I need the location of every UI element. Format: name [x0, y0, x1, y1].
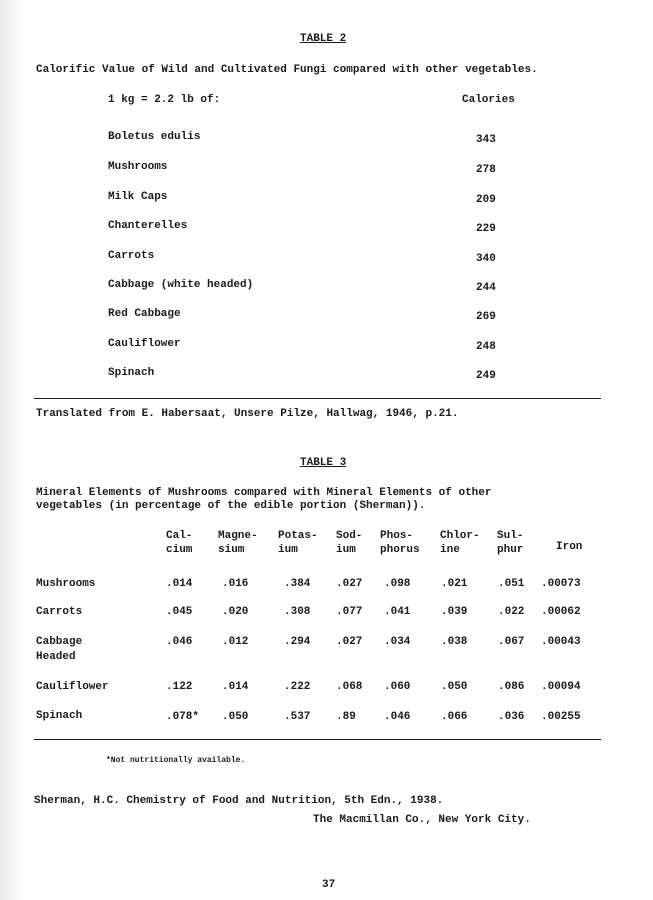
table3-caption-line1: Mineral Elements of Mushrooms compared with Mineral Elements of other — [36, 487, 492, 499]
table3-cell: .067 — [498, 636, 525, 648]
table3-cell: .020 — [222, 606, 249, 618]
column-header: Sul- — [497, 530, 524, 542]
column-header: ium — [278, 544, 298, 556]
column-header: Magne- — [218, 530, 258, 542]
column-header: phorus — [380, 544, 420, 556]
table2-row-name: Spinach — [108, 367, 155, 379]
table3-cell: .294 — [284, 636, 311, 648]
table3-cell: .086 — [498, 681, 525, 693]
table3-cell: .041 — [384, 606, 411, 618]
table2-source: Translated from E. Habersaat, Unsere Pilze, Hallwag, 1946, p.21. — [36, 408, 459, 420]
table3-row-label: Cabbage — [36, 636, 83, 648]
table3-row-label: Spinach — [36, 710, 83, 722]
column-header: Phos- — [380, 530, 414, 542]
table2-row-value: 340 — [476, 253, 496, 265]
table3-cell: .066 — [441, 711, 468, 723]
table3-cell: .078* — [166, 711, 200, 723]
table3-cell: .014 — [166, 578, 193, 590]
table3-cell: .077 — [336, 606, 363, 618]
table3-cell: .046 — [166, 636, 193, 648]
table3-cell: .014 — [222, 681, 249, 693]
table3-cell: .038 — [441, 636, 468, 648]
table3-cell: .021 — [441, 578, 468, 590]
table3-row-label-cont: Headed — [36, 651, 76, 663]
table2-row-value: 244 — [476, 282, 496, 294]
table3-cell: .068 — [336, 681, 363, 693]
table3-cell: .022 — [498, 606, 525, 618]
table3-footnote: *Not nutritionally available. — [106, 756, 246, 765]
table3-cell: .098 — [384, 578, 411, 590]
table2-row-name: Carrots — [108, 250, 155, 262]
table2-row-name: Cauliflower — [108, 338, 181, 350]
table3-cell: .060 — [384, 681, 411, 693]
table2-row-value: 229 — [476, 223, 496, 235]
table2-row-value: 278 — [476, 164, 496, 176]
column-header: Sod- — [336, 530, 363, 542]
column-header: ine — [440, 544, 460, 556]
table3-row-label: Carrots — [36, 606, 83, 618]
table3-cell: .027 — [336, 578, 363, 590]
column-header: Potas- — [278, 530, 318, 542]
table2-row-name: Red Cabbage — [108, 308, 181, 320]
table2-row-value: 343 — [476, 134, 496, 146]
table2-calories-header: Calories — [462, 94, 515, 106]
table3-cell: .308 — [284, 606, 311, 618]
table2-row-value: 249 — [476, 370, 496, 382]
table3-cell: .00062 — [541, 606, 581, 618]
table3-cell: .039 — [441, 606, 468, 618]
table3-cell: .122 — [166, 681, 193, 693]
table3-cell: .051 — [498, 578, 525, 590]
column-header: Cal- — [166, 530, 193, 542]
column-header: Iron — [556, 541, 583, 553]
table2-row-value: 209 — [476, 194, 496, 206]
table2-row-name: Boletus edulis — [108, 131, 201, 143]
table3-cell: .046 — [384, 711, 411, 723]
table3-row-label: Mushrooms — [36, 578, 96, 590]
table3-row-label: Cauliflower — [36, 681, 109, 693]
column-header: cium — [166, 544, 193, 556]
table3-cell: .034 — [384, 636, 411, 648]
table2-row-name: Cabbage (white headed) — [108, 279, 254, 291]
table2-title: TABLE 2 — [300, 33, 347, 45]
column-header: phur — [497, 544, 524, 556]
table3-cell: .045 — [166, 606, 193, 618]
table3-cell: .050 — [441, 681, 468, 693]
table3-cell: .222 — [284, 681, 311, 693]
table2-row-name: Mushrooms — [108, 161, 168, 173]
table2-row-name: Chanterelles — [108, 220, 188, 232]
table2-caption: Calorific Value of Wild and Cultivated Fungi compared with other vegetables. — [36, 64, 538, 76]
column-header: ium — [336, 544, 356, 556]
table3-cell: .036 — [498, 711, 525, 723]
table2-bottom-rule — [34, 398, 601, 399]
table2-row-value: 269 — [476, 311, 496, 323]
page-gutter-shadow — [0, 0, 22, 900]
reference-line2: The Macmillan Co., New York City. — [313, 814, 531, 826]
reference-line1: Sherman, H.C. Chemistry of Food and Nutrition, 5th Edn., 1938. — [34, 795, 444, 807]
table2-row-value: 248 — [476, 341, 496, 353]
column-header: Chlor- — [440, 530, 480, 542]
table3-cell: .016 — [222, 578, 249, 590]
table3-cell: .027 — [336, 636, 363, 648]
table3-cell: .050 — [222, 711, 249, 723]
table3-cell: .384 — [284, 578, 311, 590]
table3-cell: .00255 — [541, 711, 581, 723]
table3-cell: .012 — [222, 636, 249, 648]
table2-row-name: Milk Caps — [108, 191, 168, 203]
table3-cell: .00043 — [541, 636, 581, 648]
table3-caption-line2: vegetables (in percentage of the edible portion (Sherman)). — [36, 500, 426, 512]
table3-cell: .89 — [336, 711, 356, 723]
page-number: 37 — [322, 879, 336, 891]
table3-bottom-rule — [34, 739, 601, 740]
table3-cell: .00073 — [541, 578, 581, 590]
table3-cell: .00094 — [541, 681, 581, 693]
table2-unit-label: 1 kg = 2.2 lb of: — [108, 94, 221, 106]
table3-cell: .537 — [284, 711, 311, 723]
column-header: sium — [218, 544, 245, 556]
table3-title: TABLE 3 — [300, 457, 347, 469]
